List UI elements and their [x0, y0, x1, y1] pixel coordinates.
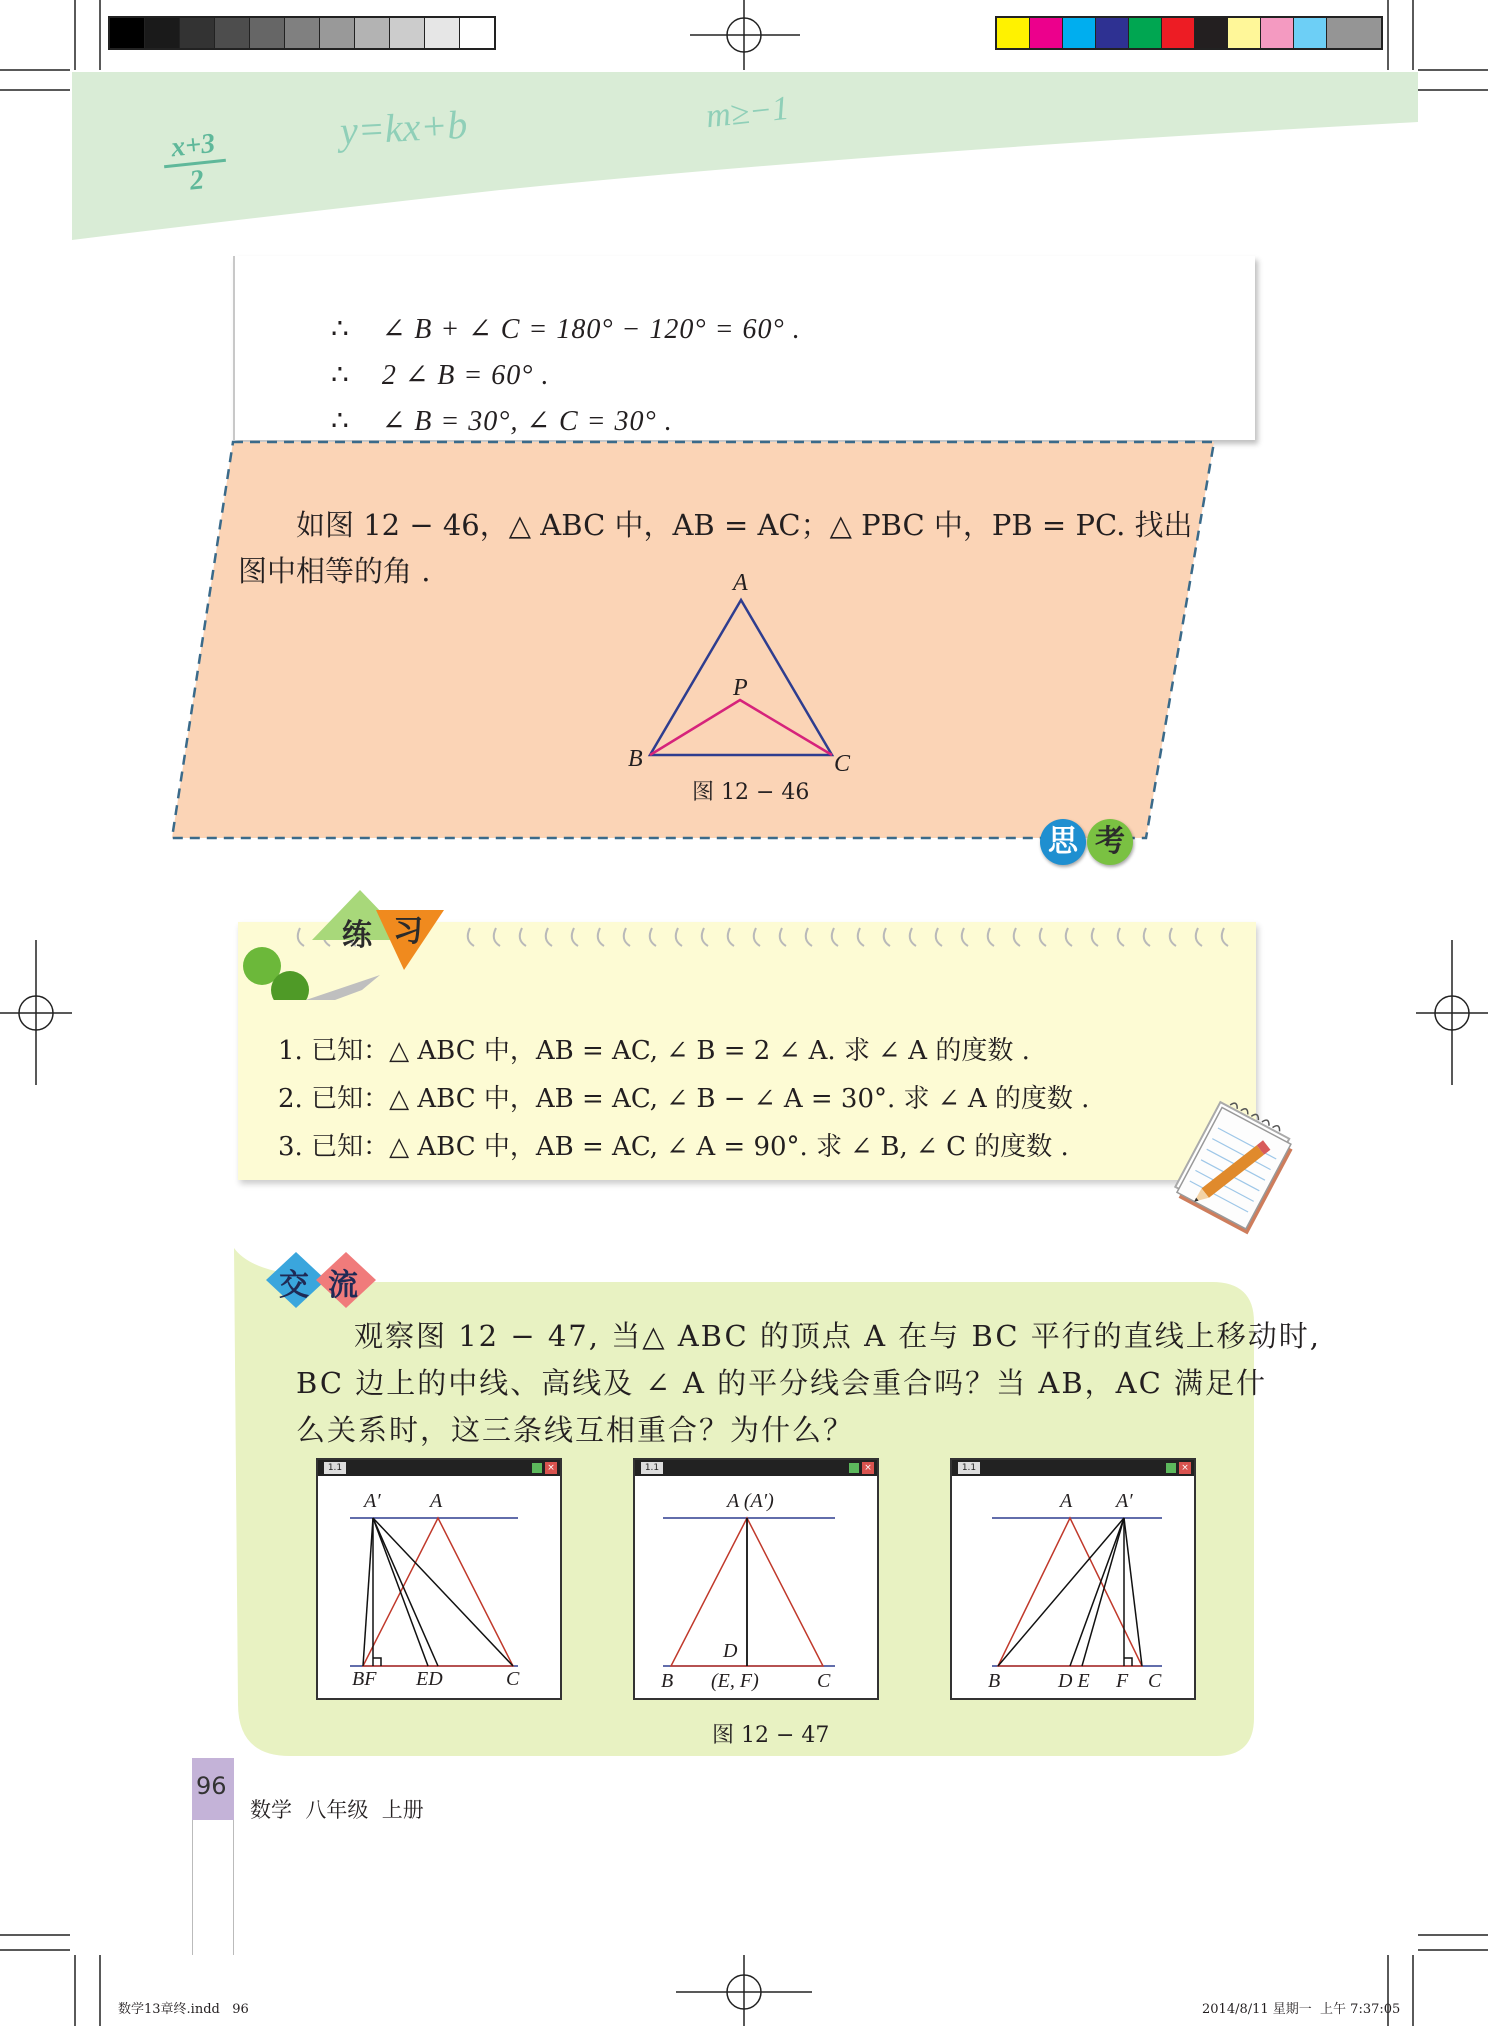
bottom-label: C: [1148, 1670, 1162, 1692]
formula-numerator: x+3: [169, 127, 217, 164]
print-timestamp: 2014/8/11 星期一 上午 7:37:05: [1202, 2002, 1401, 2017]
formula-inequality: m≥−1: [704, 89, 791, 136]
label-p: P: [733, 675, 748, 701]
bottom-label: D E: [1058, 1670, 1090, 1692]
label-b: B: [628, 746, 643, 772]
exchange-question-line1: 观察图 12 − 47, 当△ ABC 的顶点 A 在与 BC 平行的直线上移动时,: [354, 1319, 1321, 1353]
mid-label: D: [723, 1640, 738, 1662]
top-label: A (A′): [727, 1490, 774, 1512]
bottom-label: F: [1116, 1670, 1129, 1692]
screen-toolbar: [635, 1460, 877, 1476]
page-margin-line: [192, 1820, 234, 1955]
exchange-badge-2: 流: [328, 1268, 358, 1303]
screen-tab: 1.1: [958, 1462, 980, 1474]
screen-tab: 1.1: [324, 1462, 346, 1474]
bottom-label: C: [506, 1668, 520, 1690]
think-badge-1: 思: [1040, 819, 1086, 865]
close-icon: ×: [1179, 1462, 1191, 1474]
think-question-line1: 如图 12 − 46，△ ABC 中，AB = AC；△ PBC 中，PB = PC. 找出: [296, 508, 1193, 542]
think-question-line2: 图中相等的角 .: [238, 554, 431, 588]
figure-caption: 图 12 − 47: [712, 1723, 830, 1748]
page-number: 96: [196, 1772, 227, 1800]
top-label: A′: [1116, 1490, 1133, 1512]
calculator-screen-1: [316, 1458, 562, 1700]
top-label: A′: [364, 1490, 381, 1512]
screen-toolbar: [318, 1460, 560, 1476]
bottom-label: C: [817, 1670, 831, 1692]
bottom-label: (E, F): [711, 1670, 759, 1692]
therefore-symbol: ∴: [331, 314, 350, 345]
figure-caption: 图 12 − 46: [692, 780, 810, 805]
exercise-item-3: 3. 已知：△ ABC 中，AB = AC, ∠ A = 90°. 求 ∠ B, ∠ C 的度数 .: [278, 1132, 1069, 1162]
bottom-label: B: [661, 1670, 674, 1692]
exchange-question-line2: BC 边上的中线、高线及 ∠ A 的平分线会重合吗？当 AB，AC 满足什: [296, 1366, 1267, 1400]
proof-text: ∠ B = 30°, ∠ C = 30° .: [381, 406, 673, 437]
therefore-symbol: ∴: [331, 406, 350, 437]
bottom-label: B: [988, 1670, 1001, 1692]
book-title: 数学 八年级 上册: [250, 1798, 424, 1822]
screen-menu-icon: [532, 1463, 542, 1473]
exchange-badge-1: 交: [279, 1268, 309, 1303]
top-label: A: [1060, 1490, 1073, 1512]
screen-tab: 1.1: [641, 1462, 663, 1474]
therefore-symbol: ∴: [331, 360, 350, 391]
exercise-badge-2: 习: [393, 914, 423, 949]
exercise-item-1: 1. 已知：△ ABC 中，AB = AC, ∠ B = 2 ∠ A. 求 ∠ A 的度数 .: [278, 1036, 1030, 1066]
formula-denominator: 2: [188, 164, 206, 197]
close-icon: ×: [545, 1462, 557, 1474]
think-badge-2: 考: [1087, 819, 1133, 865]
exchange-question-line3: 么关系时，这三条线互相重合？为什么？: [296, 1413, 855, 1447]
screen-menu-icon: [1166, 1463, 1176, 1473]
top-label: A: [430, 1490, 443, 1512]
bottom-label: BF: [352, 1668, 377, 1690]
calculator-screen-3: [950, 1458, 1196, 1700]
proof-text: 2 ∠ B = 60° .: [381, 360, 550, 391]
exercise-badge-1: 练: [342, 918, 372, 953]
print-file-slug: 数学13章终.indd 96: [118, 2002, 249, 2017]
proof-text: ∠ B + ∠ C = 180° − 120° = 60° .: [381, 314, 801, 345]
formula-linear: y=kx+b: [338, 101, 469, 154]
label-c: C: [834, 751, 851, 777]
screen-toolbar: [952, 1460, 1194, 1476]
screen-menu-icon: [849, 1463, 859, 1473]
close-icon: ×: [862, 1462, 874, 1474]
label-a: A: [733, 570, 748, 596]
calculator-screen-2: [633, 1458, 879, 1700]
exercise-item-2: 2. 已知：△ ABC 中，AB = AC, ∠ B − ∠ A = 30°. 求 ∠ A 的度数 .: [278, 1084, 1090, 1114]
bottom-label: ED: [416, 1668, 443, 1690]
